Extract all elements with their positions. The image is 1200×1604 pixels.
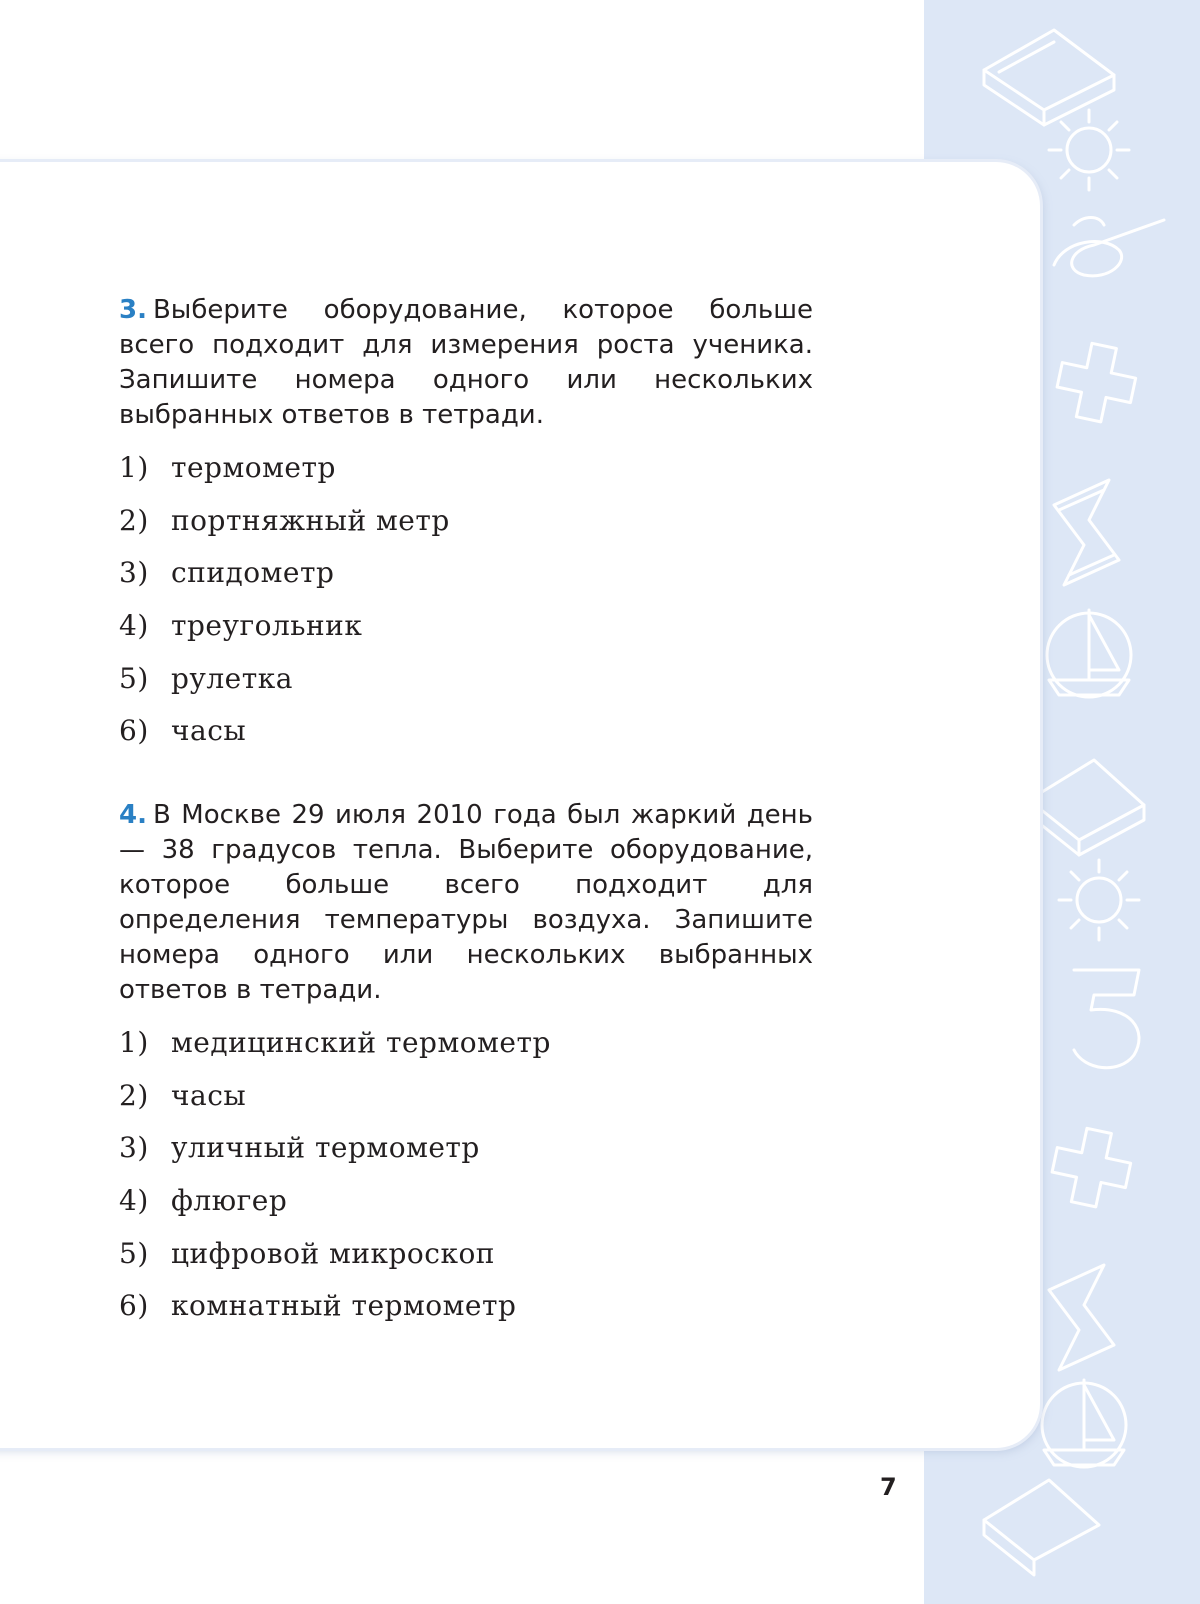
option-number: 3) <box>119 556 149 590</box>
task-3-question: Выберите оборудование, которое больше всего подходит для измерения роста ученика. Запишите номера одного или нескольких выбранных ответов в тетради. <box>119 295 813 430</box>
task-3-text <box>119 293 813 433</box>
sailboat-icon <box>1047 610 1131 697</box>
option-item <box>119 711 450 764</box>
open-book-icon <box>1029 760 1144 855</box>
plus-sign-icon <box>1052 338 1141 427</box>
option-label: комнатный термометр <box>171 1289 517 1323</box>
task-4-number: 4. <box>119 800 147 830</box>
option-item <box>119 1234 551 1287</box>
option-label: спидометр <box>171 556 335 590</box>
open-book-icon <box>984 30 1114 125</box>
option-item <box>119 659 450 712</box>
option-number: 1) <box>119 451 149 484</box>
option-label: цифровой микроскоп <box>171 1236 495 1270</box>
task-4-text <box>119 798 813 1008</box>
sun-icon <box>1049 110 1129 190</box>
option-item <box>119 448 450 501</box>
option-number: 1) <box>119 1026 149 1059</box>
sun-icon <box>1059 860 1139 940</box>
option-label: флюгер <box>171 1184 288 1218</box>
open-book-icon <box>984 1480 1099 1575</box>
option-number: 2) <box>119 1078 149 1112</box>
option-item <box>119 1128 551 1181</box>
option-label: часы <box>171 714 247 748</box>
option-label: уличный термометр <box>171 1131 480 1165</box>
hourglass-icon <box>1054 480 1119 585</box>
option-item <box>119 1181 551 1234</box>
option-number: 5) <box>119 1236 149 1270</box>
option-item <box>119 1076 551 1129</box>
option-item <box>119 1286 551 1339</box>
option-number: 6) <box>119 714 149 748</box>
option-label: термометр <box>171 451 336 484</box>
option-item <box>119 1023 551 1076</box>
option-number: 4) <box>119 609 149 643</box>
digit-five-icon <box>1074 970 1139 1068</box>
task-3-options <box>119 448 450 764</box>
hourglass-icon <box>1049 1265 1114 1370</box>
pen-loop-icon <box>1054 218 1164 276</box>
option-number: 4) <box>119 1184 149 1218</box>
option-label: медицинский термометр <box>171 1026 551 1059</box>
sailboat-icon <box>1042 1380 1126 1467</box>
option-number: 5) <box>119 661 149 695</box>
option-item <box>119 606 450 659</box>
option-label: портняжный метр <box>171 503 450 537</box>
task-4-options <box>119 1023 551 1339</box>
option-number: 6) <box>119 1289 149 1323</box>
option-label: часы <box>171 1078 247 1112</box>
option-number: 3) <box>119 1131 149 1165</box>
option-label: рулетка <box>171 661 293 695</box>
option-label: треугольник <box>171 609 363 643</box>
plus-sign-icon <box>1047 1123 1136 1212</box>
option-number: 2) <box>119 503 149 537</box>
option-item <box>119 501 450 554</box>
page-number: 7 <box>880 1473 897 1501</box>
task-4-question: В Москве 29 июля 2010 года был жаркий день — 38 градусов тепла. Выберите оборудование, которое больше всего подходит для определения температуры воздуха. Запишите номера одного или нескольких выбранных ответов в тетради. <box>119 800 813 1005</box>
option-item <box>119 553 450 606</box>
task-3-number: 3. <box>119 295 147 325</box>
